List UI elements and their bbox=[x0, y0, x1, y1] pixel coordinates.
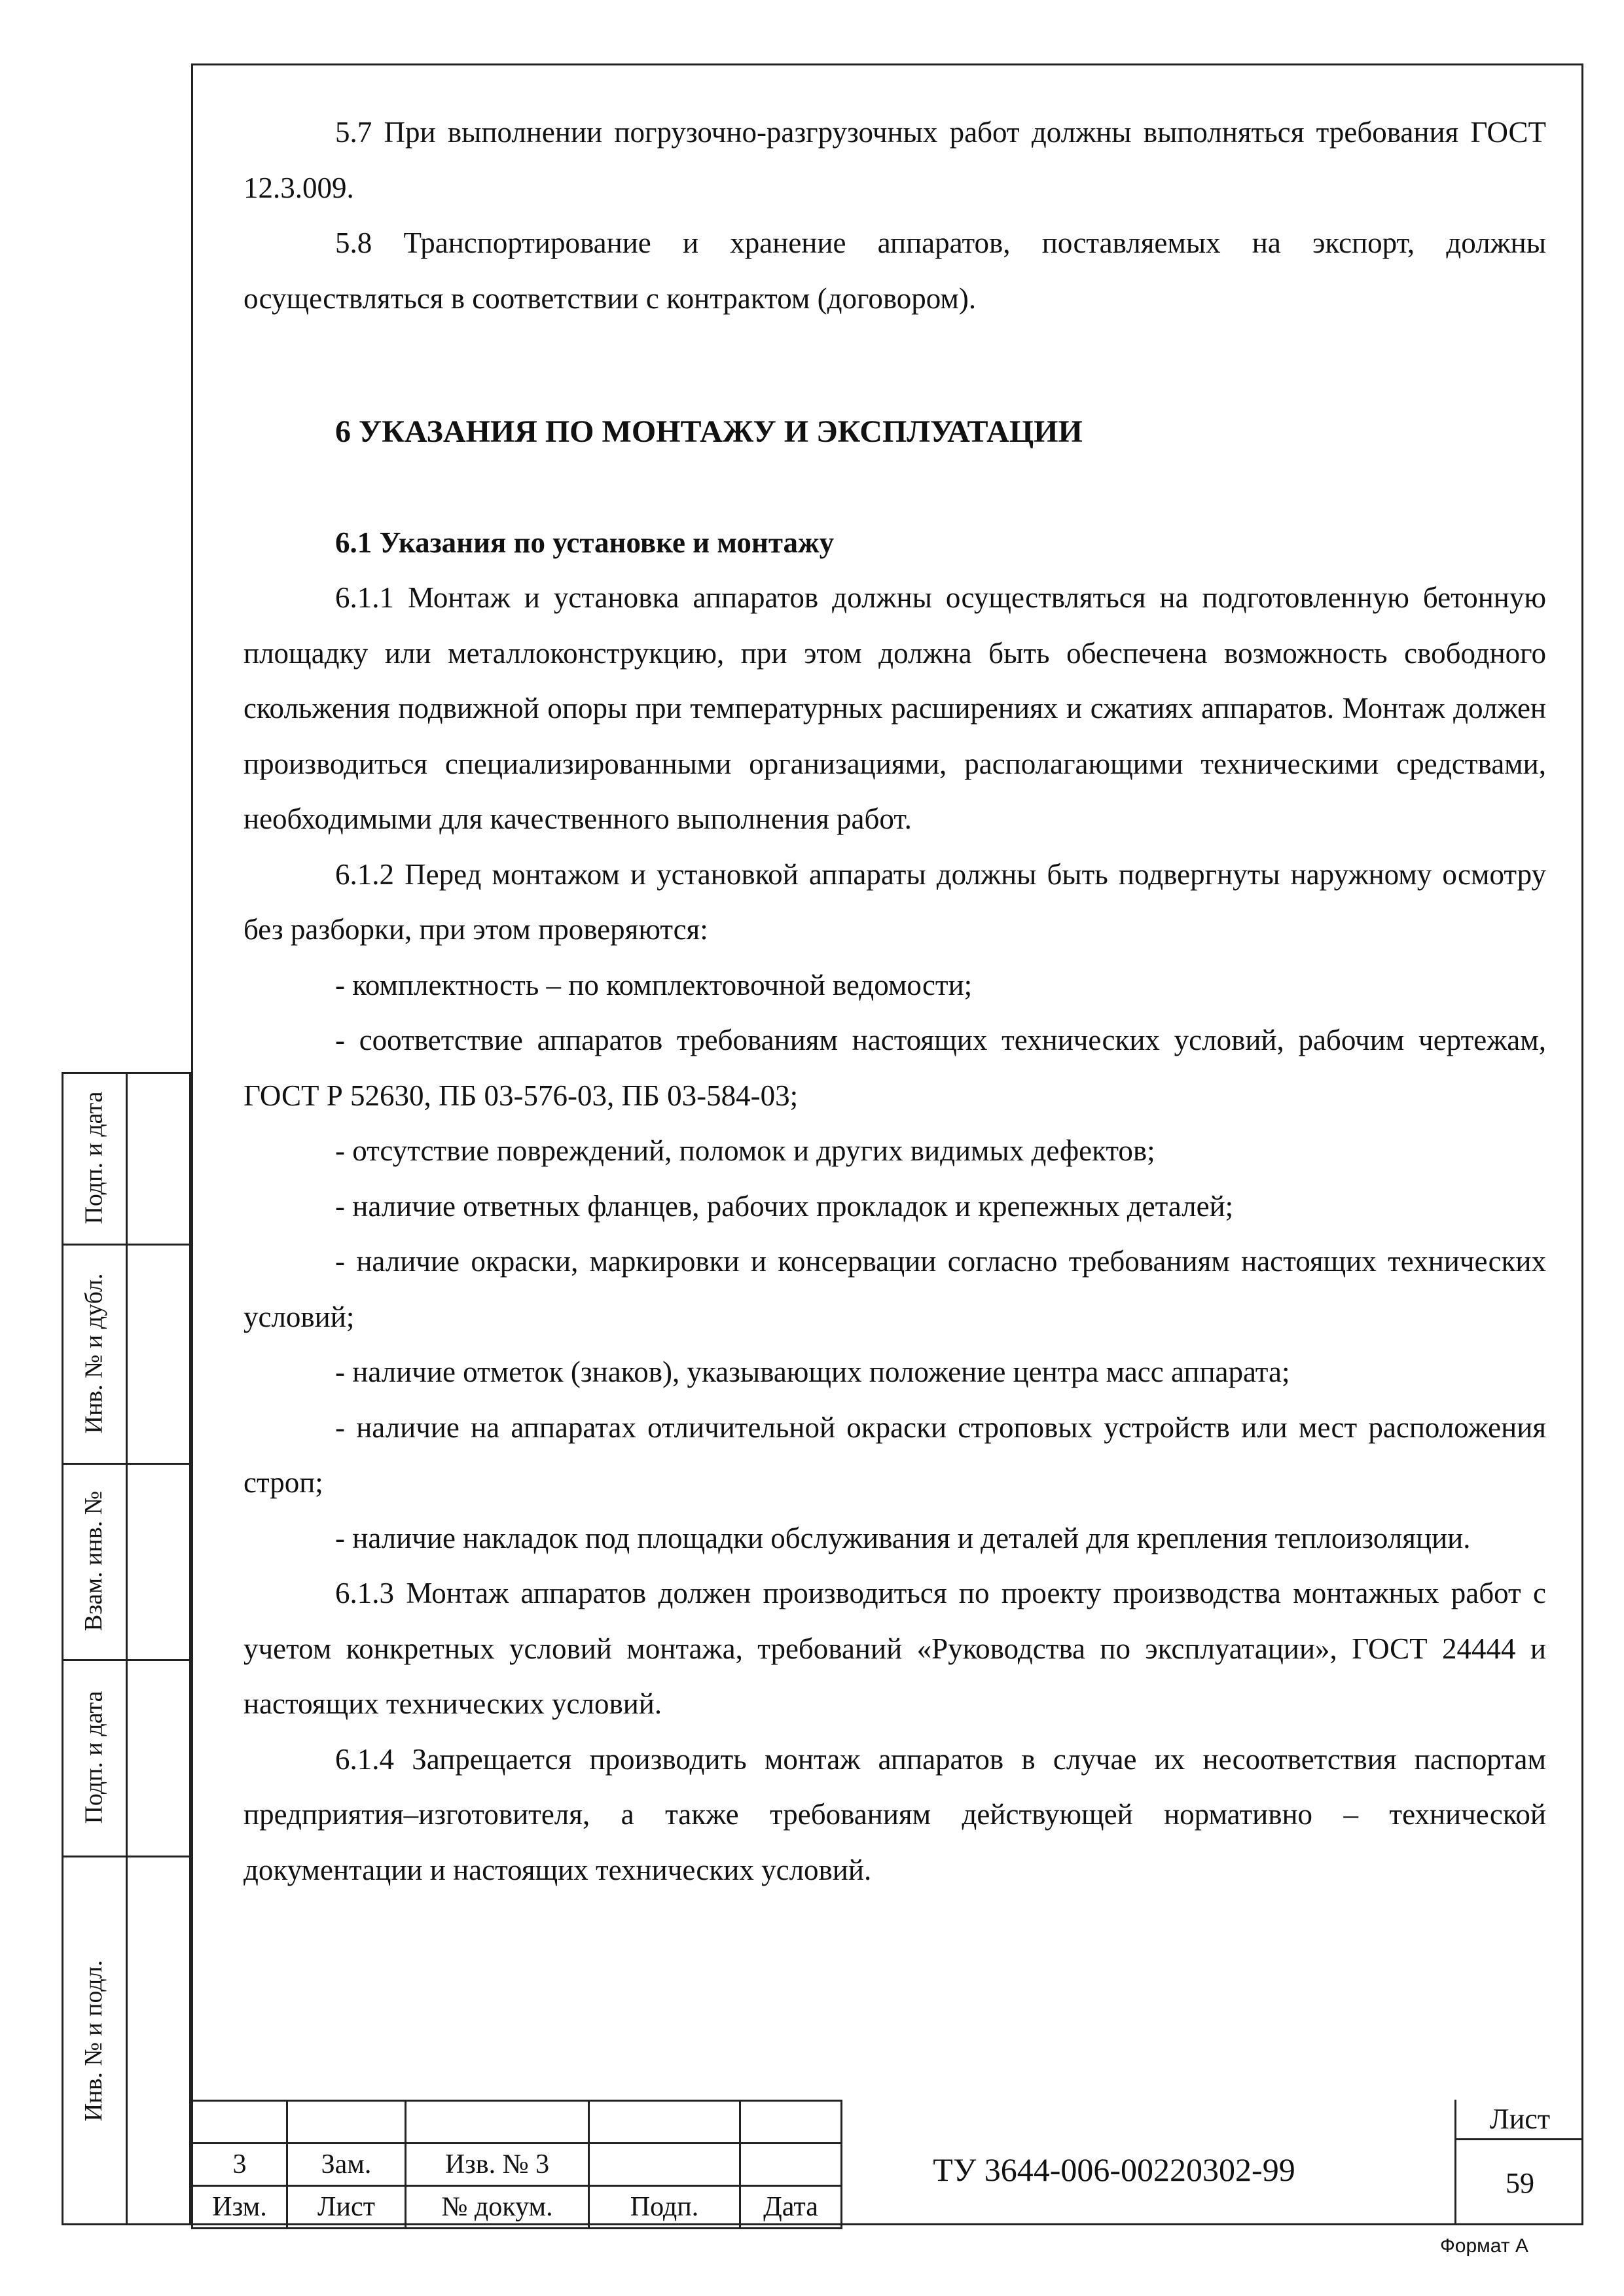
sheet-box bbox=[1454, 2100, 1583, 2225]
side-label-inv-dup: Инв. № и дубл. bbox=[80, 1273, 107, 1433]
change-doc: Изв. № 3 bbox=[406, 2144, 589, 2186]
list-item: - отсутствие повреждений, поломок и других видимых дефектов; bbox=[335, 1134, 1155, 1167]
header-doc: № докум. bbox=[406, 2186, 589, 2229]
list-item: - наличие отметок (знаков), указывающих положение центра масс аппарата; bbox=[335, 1355, 1290, 1388]
format-label: Формат А bbox=[1440, 2235, 1528, 2257]
header-sign: Подп. bbox=[589, 2186, 740, 2229]
sheet-label: Лист bbox=[1454, 2100, 1583, 2140]
paragraph-6-1-4: 6.1.4 Запрещается производить монтаж аппаратов в случае их несоответствия паспортам предприятия–изготовителя, а также требованиям действующей нормативно – технической документации и настоящих технических условий. bbox=[244, 1742, 1546, 1886]
side-label-replace-inv: Взам. инв. № bbox=[80, 1490, 108, 1632]
paragraph-5-7: 5.7 При выполнении погрузочно-разгрузочных работ должны выполняться требования ГОСТ 12.3.009. bbox=[244, 116, 1546, 204]
subsection-heading: 6.1 Указания по установке и монтажу bbox=[335, 526, 835, 559]
section-heading: 6 УКАЗАНИЯ ПО МОНТАЖУ И ЭКСПЛУАТАЦИИ bbox=[335, 414, 1083, 449]
list-item: - наличие на аппаратах отличительной окраски строповых устройств или мест расположения строп; bbox=[244, 1410, 1546, 1499]
change-type: Зам. bbox=[287, 2144, 406, 2186]
list-item: - соответствие аппаратов требованиям настоящих технических условий, рабочим чертежам, ГОСТ Р 52630, ПБ 03-576-03, ПБ 03-584-03; bbox=[244, 1024, 1546, 1112]
side-label-sign-date: Подп. и дата bbox=[80, 1091, 108, 1225]
revision-table bbox=[191, 2100, 842, 2229]
header-izm: Изм. bbox=[192, 2186, 287, 2229]
list-item: - наличие окраски, маркировки и консервации согласно требованиям настоящих технических условий; bbox=[244, 1245, 1546, 1333]
sheet-number: 59 bbox=[1454, 2140, 1583, 2225]
paragraph-6-1-1: 6.1.1 Монтаж и установка аппаратов должны осуществляться на подготовленную бетонную площадку или металлоконструкцию, при этом должна быть обеспечена возможность свободного скольжения подвижной опоры при температурных расширениях и сжатиях аппаратов. Монтаж должен производиться специализированными организациями, располагающими техническими средствами, необходимыми для качественного выполнения работ. bbox=[244, 581, 1546, 835]
paragraph-5-8: 5.8 Транспортирование и хранение аппаратов, поставляемых на экспорт, должны осуществляться в соответствии с контрактом (договором). bbox=[244, 226, 1546, 315]
side-label-sign-date-2: Подп. и дата bbox=[80, 1691, 108, 1824]
side-label-inv-orig: Инв. № и подл. bbox=[80, 1960, 108, 2121]
paragraph-6-1-3: 6.1.3 Монтаж аппаратов должен производиться по проекту производства монтажных работ с учетом конкретных условий монтажа, требований «Руководства по эксплуатации», ГОСТ 24444 и настоящих технических условий. bbox=[244, 1577, 1546, 1720]
title-block bbox=[191, 2100, 1583, 2225]
header-date: Дата bbox=[740, 2186, 842, 2229]
list-item: - наличие накладок под площадки обслуживания и деталей для крепления теплоизоляции. bbox=[335, 1521, 1471, 1554]
document-body bbox=[244, 105, 1546, 1897]
header-list: Лист bbox=[287, 2186, 406, 2229]
list-item: - комплектность – по комплектовочной ведомости; bbox=[335, 968, 973, 1001]
document-code: ТУ 3644-006-00220302-99 bbox=[933, 2151, 1295, 2188]
list-item: - наличие ответных фланцев, рабочих прокладок и крепежных деталей; bbox=[335, 1189, 1234, 1223]
paragraph-6-1-2: 6.1.2 Перед монтажом и установкой аппараты должны быть подвергнуты наружному осмотру без разборки, при этом проверяются: bbox=[244, 857, 1546, 946]
side-stamp bbox=[62, 1072, 191, 2225]
change-number: 3 bbox=[192, 2144, 287, 2186]
